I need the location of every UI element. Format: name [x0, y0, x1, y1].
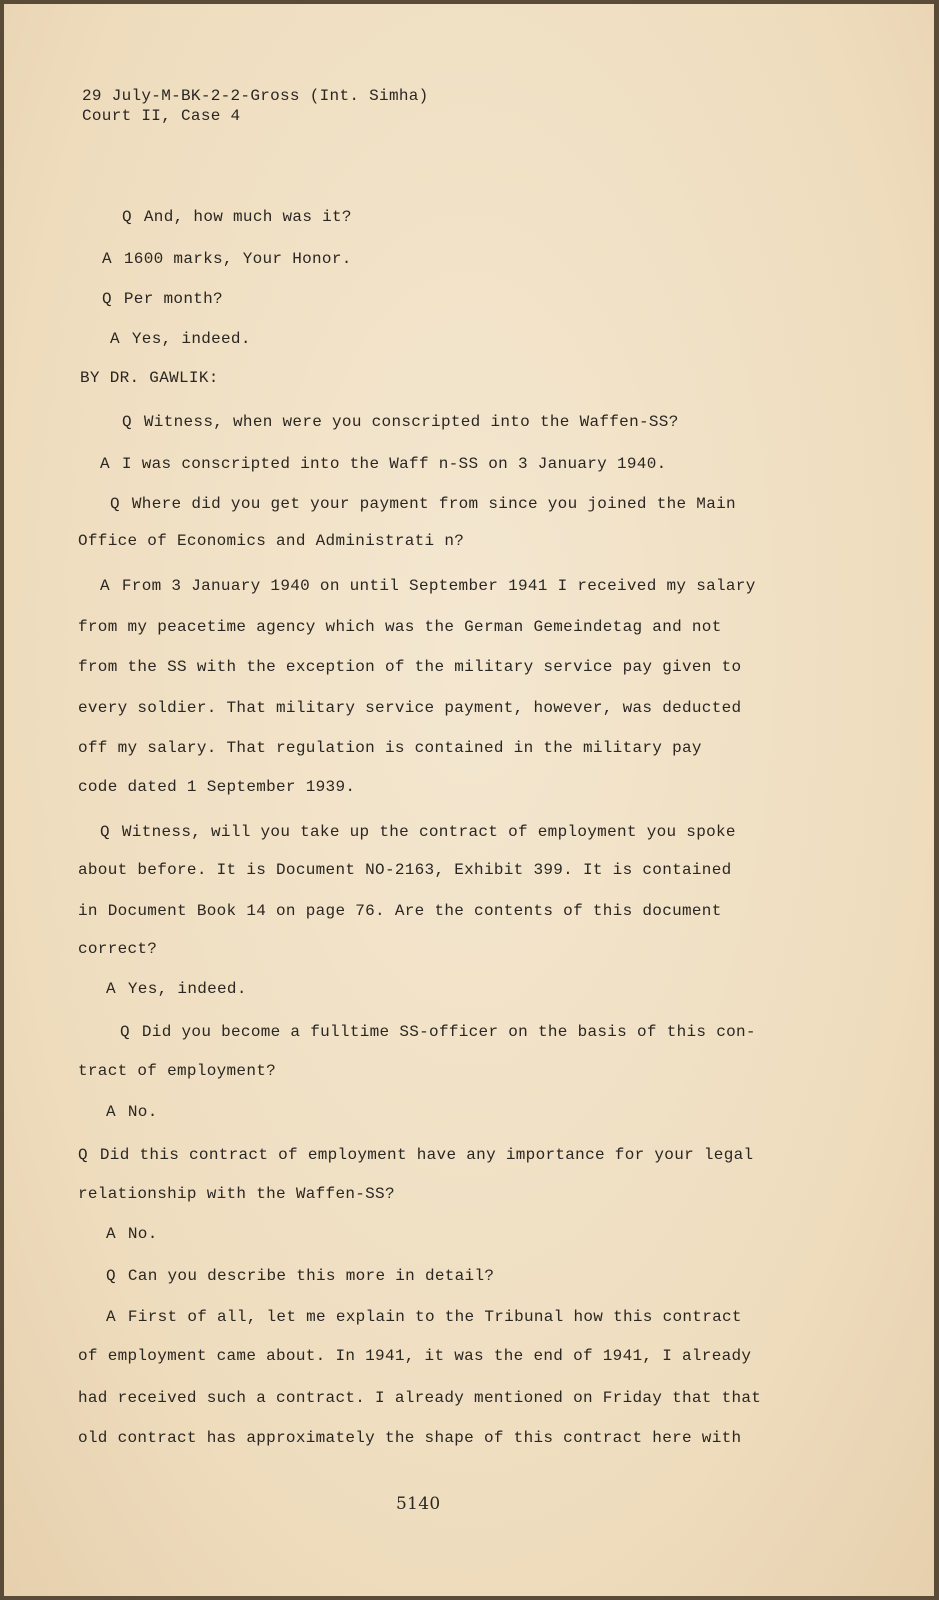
transcript-line [106, 1307, 742, 1327]
transcript-line [102, 289, 223, 309]
transcript-continuation: in Document Book 14 on page 76. Are the contents of this document [78, 902, 722, 920]
speaker-label: A [106, 1308, 116, 1326]
speaker-label: Q [122, 208, 132, 226]
transcript-line [106, 1102, 158, 1122]
line-text: Witness, will you take up the contract of employment you spoke [121, 823, 736, 841]
transcript-continuation: correct? [78, 940, 158, 958]
transcript-line [100, 576, 756, 596]
speaker-label: A [100, 577, 110, 595]
transcript-continuation: every soldier. That military service payment, however, was deducted [78, 699, 742, 717]
transcript-continuation: old contract has approximately the shape of this contract here with [78, 1429, 742, 1447]
transcript-line [106, 1224, 158, 1244]
speaker-label: A [110, 330, 120, 348]
speaker-label: Q [100, 823, 110, 841]
transcript-continuation: tract of employment? [78, 1062, 277, 1080]
transcript-continuation: Office of Economics and Administrati n? [78, 532, 465, 550]
transcript-continuation: from the SS with the exception of the military service pay given to [78, 658, 742, 676]
transcript-line [110, 494, 736, 514]
transcript-line [120, 1022, 756, 1042]
line-text: Witness, when were you conscripted into the Waffen-SS? [143, 413, 679, 431]
transcript-line [102, 249, 352, 269]
transcript-line [106, 979, 247, 999]
line-text: Yes, indeed. [127, 980, 247, 998]
transcript-line [106, 1266, 494, 1286]
line-text: Did you become a fulltime SS-officer on the basis of this con- [141, 1023, 756, 1041]
transcript-continuation: of employment came about. In 1941, it was the end of 1941, I already [78, 1347, 752, 1365]
line-text: 1600 marks, Your Honor. [123, 250, 352, 268]
line-text: And, how much was it? [143, 208, 352, 226]
speaker-label: A [106, 1225, 116, 1243]
line-text: Where did you get your payment from since you joined the Main [131, 495, 736, 513]
speaker-label: A [102, 250, 112, 268]
speaker-label: A [106, 980, 116, 998]
page-number: 5140 [396, 1494, 441, 1514]
line-text: Did this contract of employment have any importance for your legal [99, 1146, 754, 1164]
header-line-2: Court II, Case 4 [82, 107, 241, 125]
line-text: First of all, let me explain to the Tribunal how this contract [127, 1308, 742, 1326]
transcript-line [78, 1145, 753, 1165]
line-text: Can you describe this more in detail? [127, 1267, 495, 1285]
transcript-continuation: had received such a contract. I already mentioned on Friday that that [78, 1389, 762, 1407]
speaker-label: Q [78, 1146, 88, 1164]
transcript-continuation: about before. It is Document NO-2163, Exhibit 399. It is contained [78, 861, 732, 879]
transcript-line [100, 822, 736, 842]
transcript-line [100, 454, 667, 474]
speaker-label: Q [110, 495, 120, 513]
examiner-heading: BY DR. GAWLIK: [80, 369, 219, 387]
line-text: No. [127, 1225, 158, 1243]
line-text: No. [127, 1103, 158, 1121]
transcript-continuation: code dated 1 September 1939. [78, 778, 356, 796]
speaker-label: Q [122, 413, 132, 431]
speaker-label: Q [120, 1023, 130, 1041]
transcript-continuation: off my salary. That regulation is contained in the military pay [78, 739, 702, 757]
transcript-continuation: from my peacetime agency which was the German Gemeindetag and not [78, 618, 722, 636]
speaker-label: Q [102, 290, 112, 308]
speaker-label: A [106, 1103, 116, 1121]
speaker-label: Q [106, 1267, 116, 1285]
line-text: Yes, indeed. [131, 330, 251, 348]
line-text: From 3 January 1940 on until September 1941 I received my salary [121, 577, 756, 595]
speaker-label: A [100, 455, 110, 473]
transcript-line [110, 329, 251, 349]
line-text: I was conscripted into the Waff n-SS on 3 January 1940. [121, 455, 667, 473]
header-line-1: 29 July-M-BK-2-2-Gross (Int. Simha) [82, 87, 429, 105]
transcript-line [122, 207, 352, 227]
transcript-line [122, 412, 679, 432]
line-text: Per month? [123, 290, 223, 308]
document-page [4, 4, 934, 1596]
transcript-continuation: relationship with the Waffen-SS? [78, 1185, 395, 1203]
